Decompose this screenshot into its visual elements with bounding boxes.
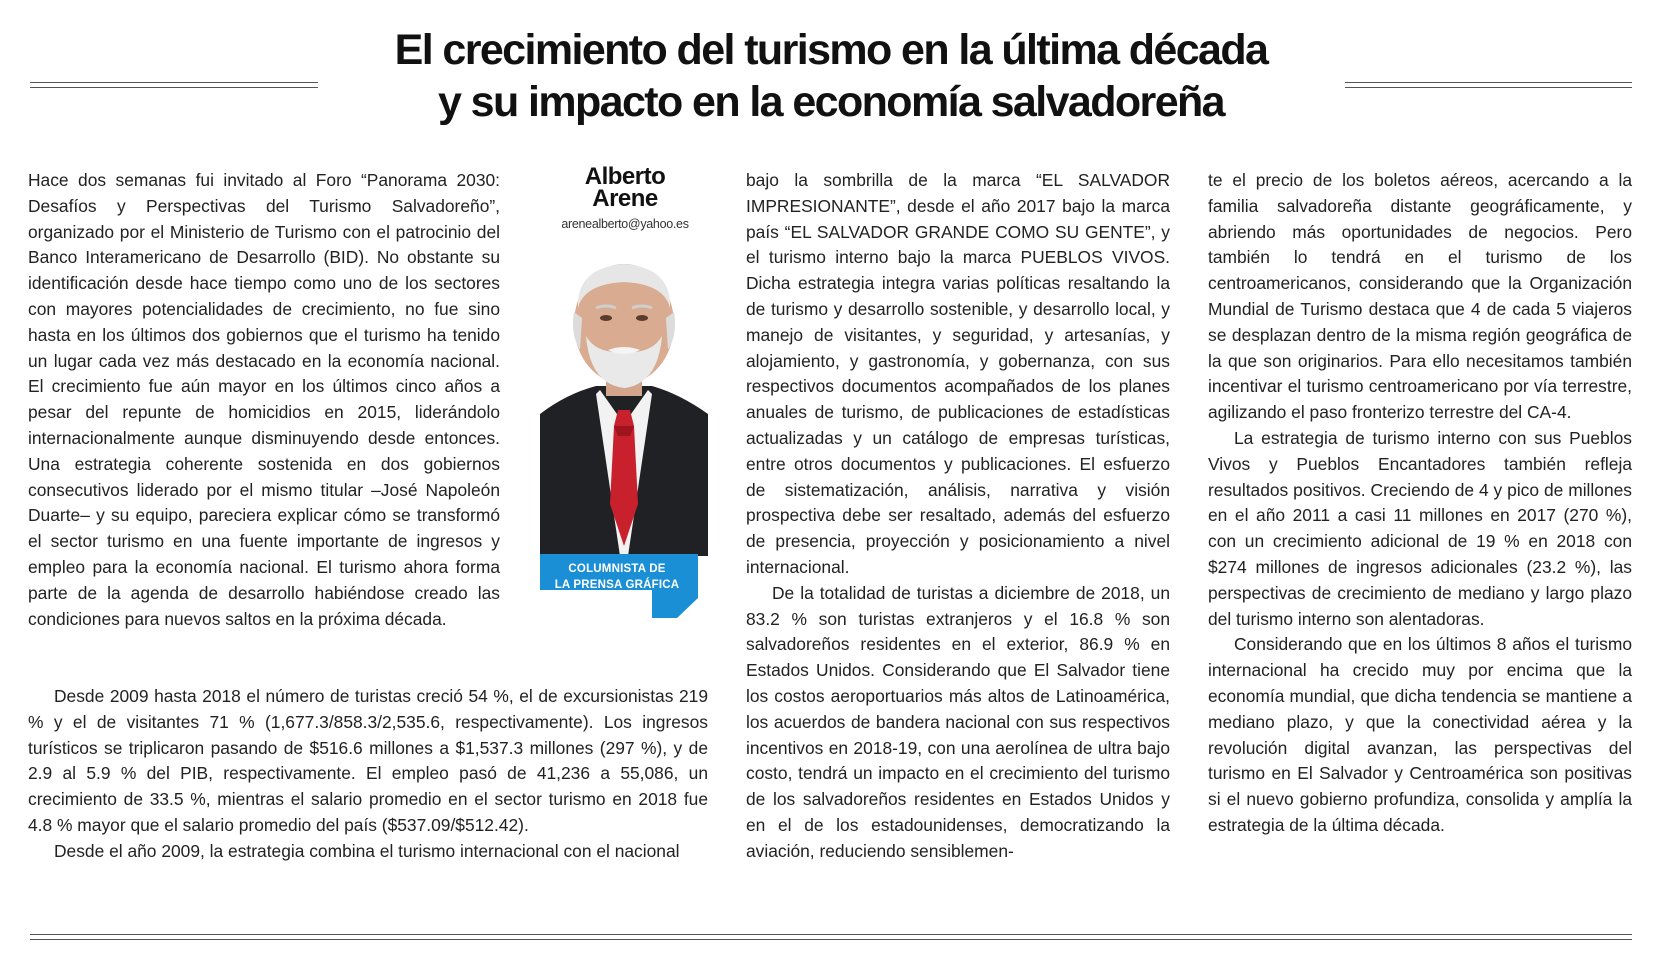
headline-rule-left — [30, 82, 318, 83]
author-email: arenealberto@yahoo.es — [561, 217, 689, 231]
column-1-2-bottom — [28, 684, 708, 865]
paragraph-5: La estrategia de turismo interno con sus Pueblos Vivos y Pueblos Encantadores también refleja resultados positivos. Creciendo de 4 y pico de millones en el año 2011 a casi 11 millones en 2017 (270 %), con un crecimiento adicional de 19 % en 2018 con $274 millones de ingresos adicionales (23.2 %), las perspectivas de crecimiento de mediano y largo plazo del turismo interno son alentadoras. — [1208, 427, 1632, 629]
paragraph-6: Considerando que en los últimos 8 años el turismo internacional ha crecido muy por encima que la economía mundial, que dicha tendencia se mantiene a mediano plazo, y que la conectividad aérea y la revolución digital avanzan, las perspectivas del turismo en El Salvador y Centroamérica son positivas si el nuevo gobierno profundiza, consolida y amplía la estrategia de la última década. — [1208, 634, 1632, 835]
author-name — [540, 163, 710, 212]
columnist-badge-label — [546, 561, 688, 593]
badge-line-2: LA PRENSA GRÁFICA — [554, 579, 680, 591]
author-portrait — [540, 254, 708, 556]
column-4 — [1208, 168, 1632, 839]
author-last-name: Arene — [592, 185, 658, 212]
paragraph-4-continued: te el precio de los boletos aéreos, acercando a la familia salvadoreña distante geográficamente, y abriendo más oportunidades de negocios. Pero también lo tendrá en el turismo de los centroamericanos, considerando que la Organización Mundial de Turismo destaca que 4 de cada 5 viajeros se desplazan dentro de la misma región geográfica de la que son originarios. Para ello necesitamos también incentivar el turismo centroamericano por vía terrestre, agilizando el paso fronterizo terrestre del CA-4. — [1208, 170, 1632, 423]
author-byline — [540, 163, 710, 591]
footer-rule-top — [30, 934, 1632, 935]
footer-rule-bottom — [30, 939, 1632, 940]
article-headline — [330, 24, 1332, 128]
column-1 — [28, 168, 500, 632]
headline-rule-right — [1345, 82, 1632, 83]
paragraph-4: De la totalidad de turistas a diciembre de 2018, un 83.2 % son turistas extranjeros y el 16.8 % son salvadoreños residentes en el exterior, 86.9 % en Estados Unidos. Considerando que El Salvador tiene los costos aeroportuarios más altos de Latinoamérica, los acuerdos de bandera nacional con sus respectivos incentivos en 2018-19, con una aerolínea de ultra bajo costo, tendrá un impacto en el crecimiento del turismo de los salvadoreños residentes en Estados Unidos y en el de los estadounidenses, democratizando la aviación, reduciendo sensiblemen- — [746, 582, 1170, 861]
column-3 — [746, 168, 1170, 865]
paragraph-3-continued: bajo la sombrilla de la marca “EL SALVADOR IMPRESIONANTE”, desde el año 2017 bajo la marca país “EL SALVADOR GRANDE COMO SU GENTE”, y el turismo interno bajo la marca PUEBLOS VIVOS. Dicha estrategia integra varias políticas resaltando la de turismo y desarrollo sostenible, y desarrollo local, y manejo de visitantes, y seguridad, y artesanías, y alojamiento, y gastronomía, y gobernanza, con sus respectivos documentos acompañados de los planes anuales de turismo, de publicaciones de estadísticas actualizadas y un catálogo de empresas turísticas, entre otros documentos y publicaciones. El esfuerzo de sistematización, análisis, narrativa y visión prospectiva debe ser resaltado, además del esfuerzo de presencia, proyección y posicionamiento a nivel internacional. — [746, 170, 1170, 577]
headline-line-2: y su impacto en la economía salvadoreña — [438, 78, 1224, 126]
paragraph-3-start: Desde el año 2009, la estrategia combina el turismo internacional con el nacional — [54, 840, 680, 861]
paragraph-2: Desde 2009 hasta 2018 el número de turistas creció 54 %, el de excursionistas 219 % y el de visitantes 71 % (1,677.3/858.3/2,535.6, respectivamente). Los ingresos turísticos se triplicaron pasando de $516.6 millones a $1,537.3 millones (297 %), y de 2.9 al 5.9 % del PIB, respectivamente. El empleo pasó de 41,236 a 55,086, un crecimiento de 33.5 %, mientras el salario promedio en el sector turismo en 2018 fue 4.8 % mayor que el salario promedio del país ($537.09/$512.42). — [28, 686, 708, 835]
author-first-name: Alberto — [584, 163, 666, 190]
headline-line-1: El crecimiento del turismo en la última década — [394, 26, 1268, 74]
badge-line-1: COLUMNISTA DE — [568, 563, 666, 575]
paragraph-1: Hace dos semanas fui invitado al Foro “Panorama 2030: Desafíos y Perspectivas del Turismo Salvadoreño”, organizado por el Ministerio de Turismo con el patrocinio del Banco Interamericano de Desarrollo (BID). No obstante su identificación desde hace tiempo como uno de los sectores con mayores potencialidades de crecimiento, no fue sino hasta en los últimos dos gobiernos que el turismo ha tenido un lugar cada vez más destacado en la economía nacional. El crecimiento fue aún mayor en los últimos cinco años a pesar del repunte de homicidios en 2015, liderándolo internacionalmente aunque disminuyendo desde entonces. Una estrategia coherente sostenida en dos gobiernos consecutivos liderado por el mismo titular –José Napoleón Duarte– y su equipo, pareciera explicar cómo se transformó el sector turismo en una fuente importante de ingresos y empleo para la economía nacional. El turismo ahora forma parte de la agenda de desarrollo habiéndose creado las condiciones para nuevos saltos en la próxima década. — [28, 170, 500, 629]
